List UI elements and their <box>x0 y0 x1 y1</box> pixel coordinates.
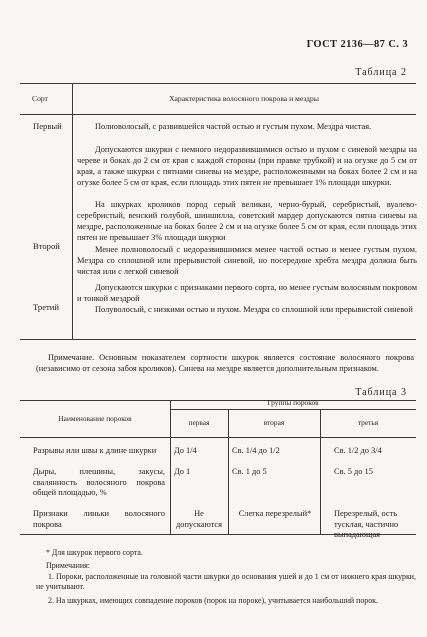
desc-paragraph: Полноволосый, с развившейся частой остью и густым пухом. Мездра чистая. <box>95 122 372 131</box>
footnotes-title: Примечания: <box>46 561 90 570</box>
column-divider <box>320 409 321 534</box>
table-rule <box>20 114 416 115</box>
defect-group-3-value: Св. 1/2 до 3/4 <box>334 446 382 455</box>
table-rule <box>20 83 416 84</box>
column-divider <box>228 409 229 534</box>
defect-group-2-value: Св. 1/4 до 1/2 <box>232 446 280 455</box>
desc-paragraph: Менее полноволосый с недоразвившимися менее частой остью и менее густым пухом. Мездра со сплошной или прерывистой синевой, но посередине хребта мездра должна быть чистая или с легкой синевой <box>77 245 417 276</box>
defect-name: Разрывы или швы к длине шкурки <box>33 446 157 455</box>
defect-group-2-value: Слегка перезрелый* <box>238 509 312 518</box>
column-header-sort: Сорт <box>32 94 48 103</box>
footnote-2: 2. На шкурках, имеющих совпадение пороков (порок на пороке), учитывается наибольший порок. <box>48 596 378 605</box>
table-rule <box>170 409 416 410</box>
column-header-description: Характеристика волосяного покрова и мездры <box>169 94 319 103</box>
column-divider <box>72 83 73 339</box>
column-header-groups: Группы пороков <box>267 398 319 407</box>
defect-group-1-value: До 1 <box>174 467 191 476</box>
grades-note: Примечание. Основным показателем сортности шкурок является состояние волосяного покрова (независимо от сезона забоя кроликов). Синева на мездре является дополнительным признаком. <box>36 353 414 373</box>
column-header-group-3: третья <box>357 418 379 427</box>
defect-group-3-value: Перезрелый, ость тусклая, частично выпадающая <box>334 509 399 539</box>
grade-first: Первый <box>33 121 62 131</box>
column-header-defect-name: Наименование пороков <box>58 414 132 423</box>
defect-group-2-value: Св. 1 до 5 <box>232 467 267 476</box>
footnote-star: * Для шкурок первого сорта. <box>46 548 143 557</box>
column-header-group-2: вторая <box>263 418 285 427</box>
defect-name: Дыры, плешины, закусы, свалянность волосяного покрова общей площадью, % <box>33 467 165 497</box>
defect-name: Признаки линьки волосяного покрова <box>33 509 165 529</box>
grade-third: Третий <box>33 302 59 312</box>
footnote-1: 1. Пороки, расположенные на головной части шкурки до основания ушей и до 1 см от нижнего края шкурки, не учитывают. <box>36 572 416 591</box>
table-2-caption: Таблица 2 <box>355 67 407 78</box>
grade-second: Второй <box>33 241 60 251</box>
table-rule <box>20 437 416 438</box>
column-header-group-1: первая <box>188 418 210 427</box>
table-rule <box>20 339 416 340</box>
desc-paragraph: Допускаются шкурки с признаками первого сорта, но менее густым волосяным покровом и тонкой мездрой <box>77 283 417 303</box>
defect-group-1-value: Не допускаются <box>176 509 222 529</box>
defect-group-1-value: До 1/4 <box>174 446 197 455</box>
table-3-caption: Таблица 3 <box>355 387 407 398</box>
desc-paragraph: Полуволосый, с низкими остью и пухом. Мездра со сплошной или прерывистой синевой <box>95 305 413 314</box>
standard-number: ГОСТ 2136—87 С. 3 <box>306 39 408 50</box>
desc-paragraph: На шкурках кроликов пород серый великан, черно-бурый, серебристый, вуалево-серебристый, венский голубой, шиншилла, советский мардер допускаются пятна синевы на мездре, расположенные на боках более 2 см и на огузке более 5 см от края, если площадь этих пятен не превышает 3% площади шкурки <box>77 200 417 242</box>
defect-group-3-value: Св. 5 до 15 <box>334 467 373 476</box>
desc-paragraph: Допускаются шкурки с немного недоразвившимися остью и пухом с синевой мездры на череве и боках до 2 см от края с каждой стороны (при правке трубкой) и на огузке до 5 см от края, а также шкурки с пятнами синевы на мездре, расположенными на боках более 2 см и на огузке более 5 см от края, если площадь этих пятен не превышает 1% площади шкурки. <box>77 145 417 187</box>
